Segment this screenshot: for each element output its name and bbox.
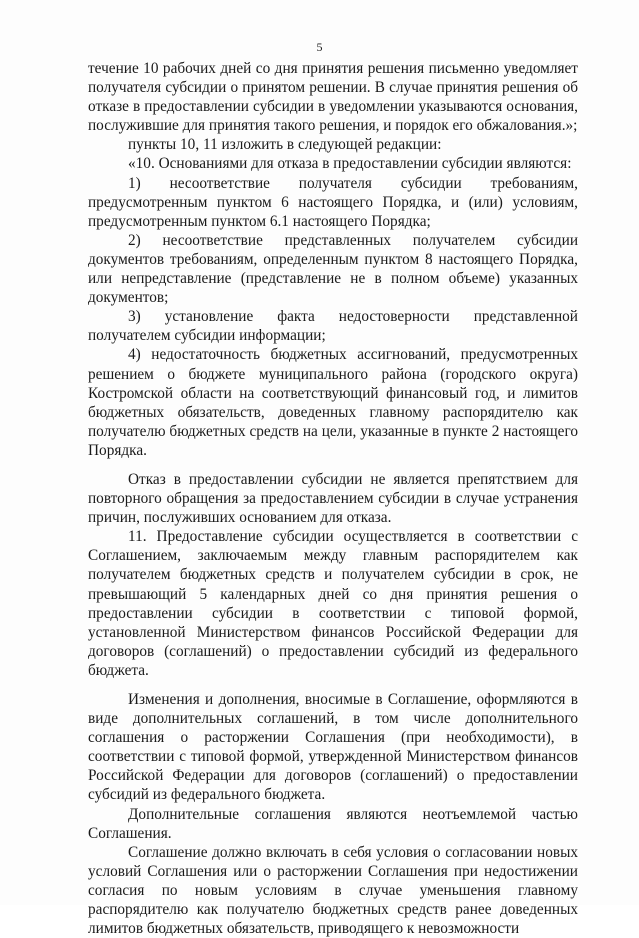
paragraph-agreement-conditions: Соглашение должно включать в себя условия о согласовании новых условий Соглашения или о расторжении Соглашения при недостижении согласия по новым условиям в случае уменьшения главному распорядителю как получателю бюджетных средств ранее доведенных лимитов бюджетных обязательств, приводящего к невозможности	[88, 843, 578, 938]
paragraph-item-10-1: 1) несоответствие получателя субсидии требованиям, предусмотренным пунктом 6 настоящего Порядка, и (или) условиям, предусмотренным пунктом 6.1 настоящего Порядка;	[88, 174, 578, 230]
paragraph-additional-agreements: Дополнительные соглашения являются неотъемлемой частью Соглашения.	[88, 805, 578, 842]
page-number: 5	[316, 40, 323, 54]
paragraph-amendments: Изменения и дополнения, вносимые в Соглашение, оформляются в виде дополнительных соглашений, в том числе дополнительного соглашения о расторжении Соглашения (при необходимости), в соответствии с типовой формой, утвержденной Министерством финансов Российской Федерации для договоров (соглашений) о предоставлении субсидий из федерального бюджета.	[88, 691, 578, 804]
document-body	[88, 59, 578, 938]
paragraph-item-10-4: 4) недостаточность бюджетных ассигнований, предусмотренных решением о бюджете муниципального района (городского округа) Костромской области на соответствующий финансовый год, и лимитов бюджетных обязательств, доведенных главному распорядителю как получателю бюджетных средств на цели, указанные в пункте 2 настоящего Порядка.	[88, 346, 578, 459]
paragraph-amendment-intro: пункты 10, 11 изложить в следующей редакции:	[128, 136, 442, 154]
paragraph-refusal-note: Отказ в предоставлении субсидии не является препятствием для повторного обращения за предоставлением субсидии в случае устранения причин, послуживших основанием для отказа.	[88, 470, 578, 527]
paragraph-item-10-2: 2) несоответствие представленных получателем субсидии документов требованиям, определенным пунктом 8 настоящего Порядка, или непредставление (представление не в полном объеме) указанных документов;	[88, 231, 578, 307]
paragraph-notification-term: течение 10 рабочих дней со дня принятия решения письменно уведомляет получателя субсидии о принятом решении. В случае принятия решения об отказе в предоставлении субсидии в уведомлении указываются основания, послужившие для принятия такого решения, и порядок его обжалования.»;	[88, 60, 578, 135]
paragraph-item-11: 11. Предоставление субсидии осуществляется в соответствии с Соглашением, заключаемым между главным распорядителем как получателем бюджетных средств и получателем субсидии в срок, не превышающий 5 календарных дней со дня принятия решения о предоставлении субсидии в соответствии с типовой формой, установленной Министерством финансов Российской Федерации для договоров (соглашений) о предоставлении субсидий из федерального бюджета.	[88, 528, 578, 679]
paragraph-item-10-heading: «10. Основаниями для отказа в предоставлении субсидии являются:	[128, 155, 572, 173]
paragraph-item-10-3: 3) установление факта недостоверности представленной получателем субсидии информации;	[88, 308, 578, 345]
